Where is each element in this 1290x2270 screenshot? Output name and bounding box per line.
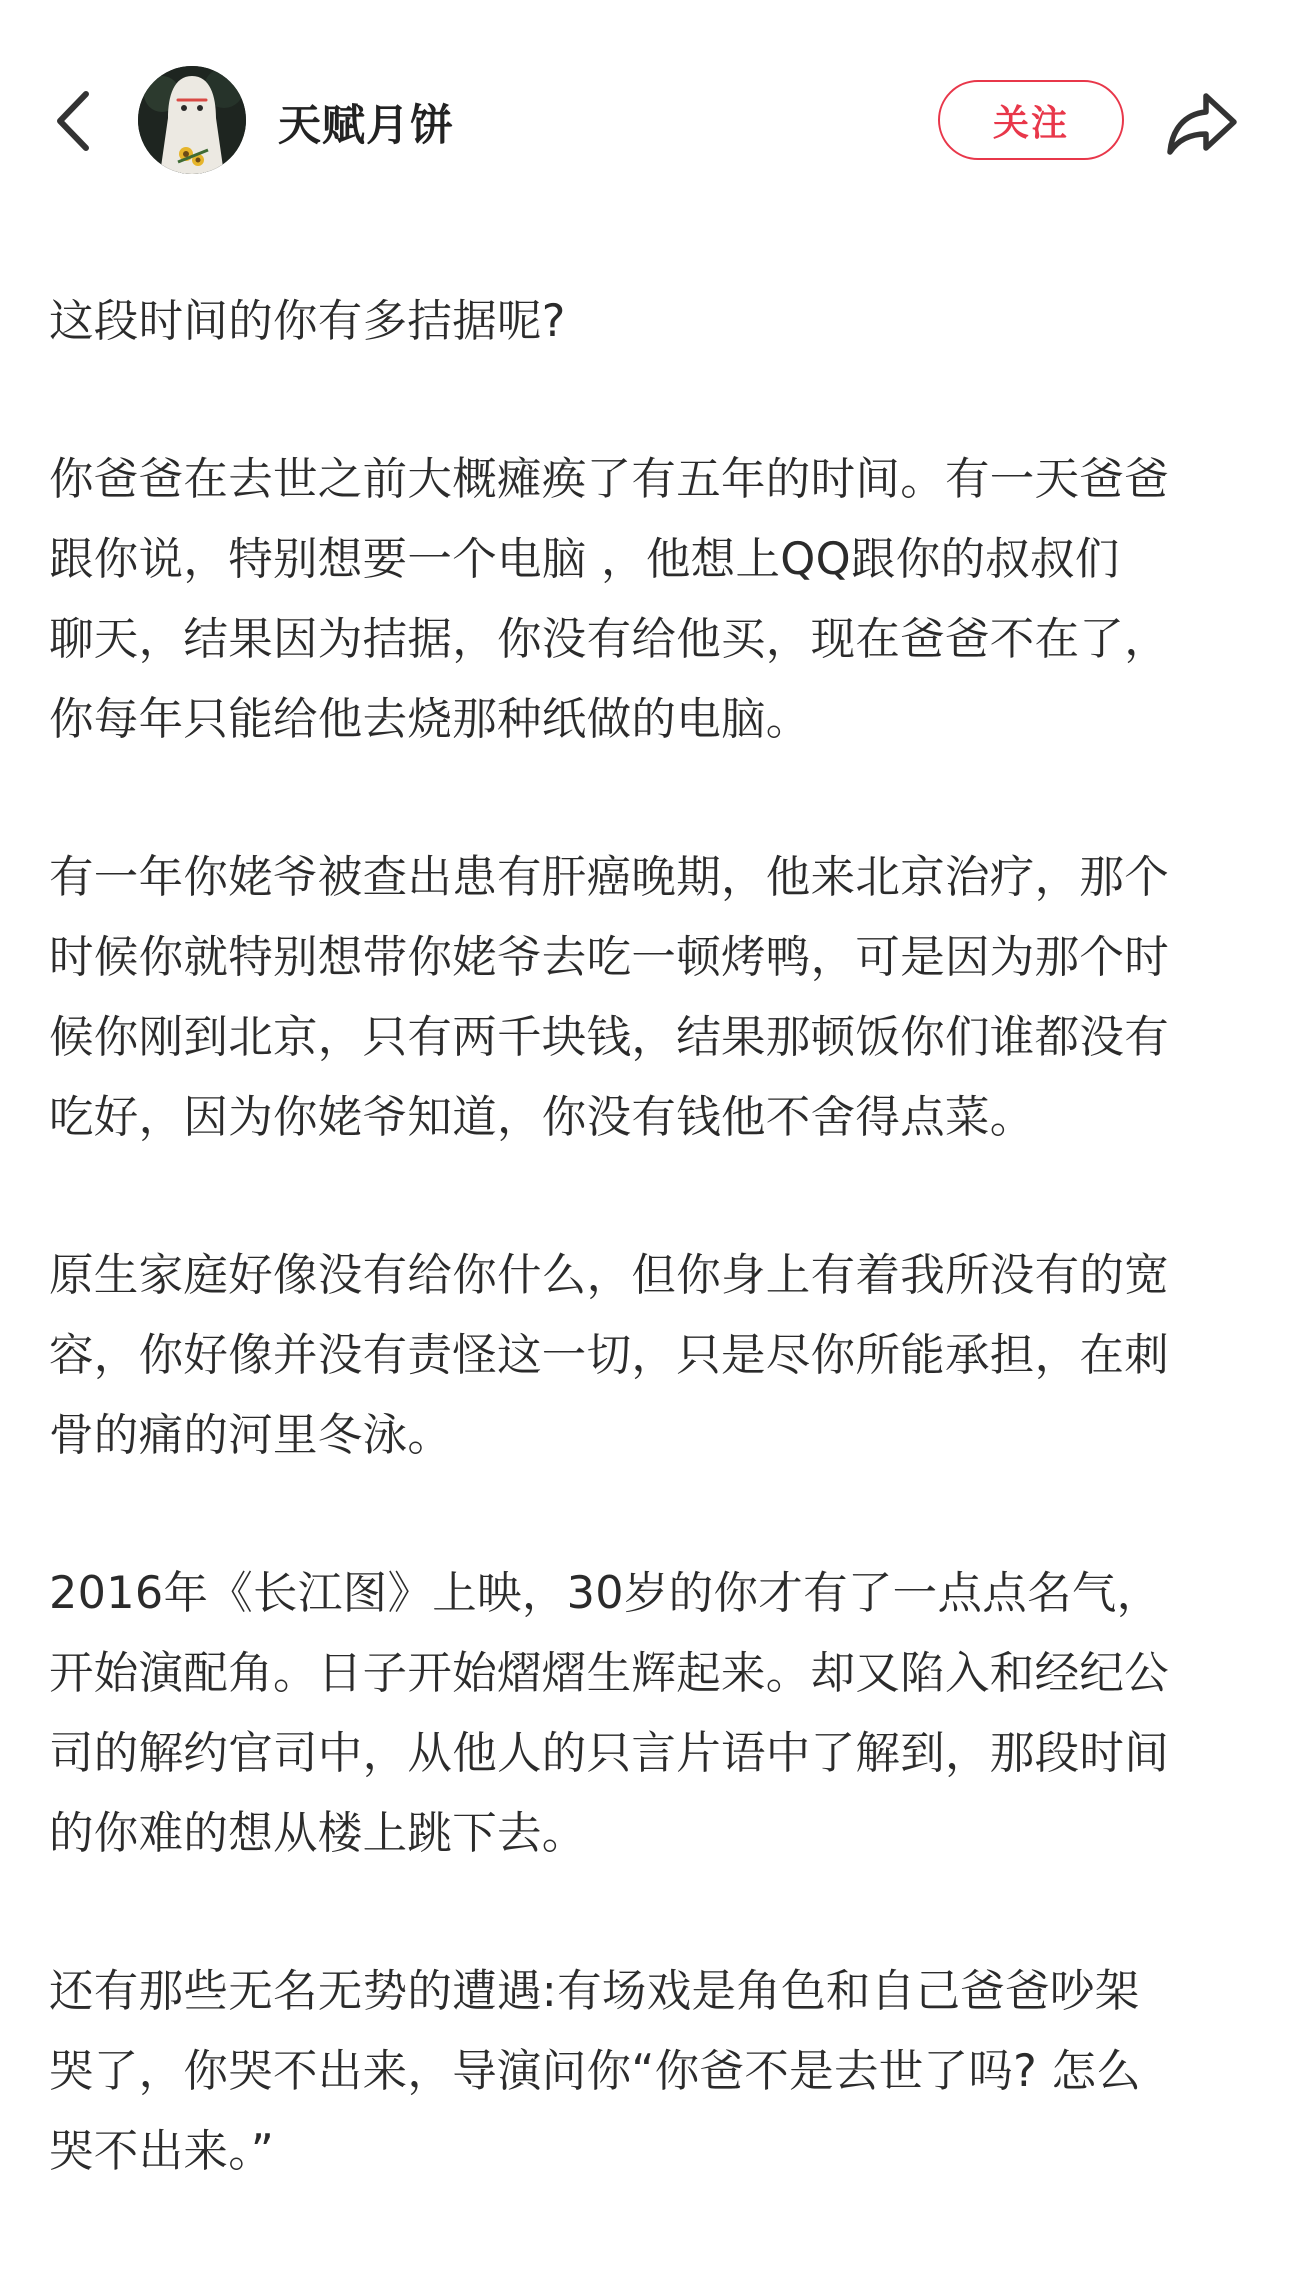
- text-line: 骨的痛的河里冬泳。: [49, 1410, 453, 1461]
- text-line: 时候你就特别想带你姥爷去吃一顿烤鸭，可是因为那个时: [49, 932, 1170, 983]
- text-line: 有一年你姥爷被查出患有肝癌晚期，他来北京治疗，那个: [49, 852, 1170, 903]
- text-line: 哭了，你哭不出来，导演问你“你爸不是去世了吗? 怎么: [49, 2046, 1142, 2097]
- text-line: 聊天，结果因为拮据，你没有给他买，现在爸爸不在了，: [49, 614, 1170, 665]
- text-line: 还有那些无名无势的遭遇:有场戏是角色和自己爸爸吵架: [49, 1966, 1140, 2017]
- follow-button[interactable]: 关注: [938, 80, 1124, 160]
- text-line: 哭不出来。”: [49, 2126, 275, 2177]
- text-line: 开始演配角。日子开始熠熠生辉起来。却又陷入和经纪公: [49, 1648, 1170, 1699]
- text-line: 这段时间的你有多拮据呢?: [49, 296, 566, 347]
- text-line: 你每年只能给他去烧那种纸做的电脑。: [49, 694, 811, 745]
- share-arrow-icon: [1164, 88, 1240, 158]
- avatar-image: [138, 66, 246, 174]
- text-line: 容，你好像并没有责怪这一切，只是尽你所能承担，在刺: [49, 1330, 1170, 1381]
- text-line: 吃好，因为你姥爷知道，你没有钱他不舍得点菜。: [49, 1092, 1035, 1143]
- share-button[interactable]: [1164, 88, 1240, 158]
- paragraph: [49, 1952, 1249, 2192]
- avatar[interactable]: [138, 66, 246, 174]
- text-line: 司的解约官司中，从他人的只言片语中了解到，那段时间: [49, 1728, 1170, 1779]
- back-button[interactable]: [48, 88, 102, 154]
- paragraph: [49, 440, 1249, 760]
- text-line: 候你刚到北京，只有两千块钱，结果那顿饭你们谁都没有: [49, 1012, 1170, 1063]
- text-line: 的你难的想从楼上跳下去。: [49, 1808, 587, 1859]
- text-line: 2016年《长江图》上映，30岁的你才有了一点点名气，: [49, 1568, 1162, 1619]
- post-content: [49, 282, 1249, 2270]
- text-line: 跟你说，特别想要一个电脑 ，他想上QQ跟你的叔叔们: [49, 534, 1120, 585]
- chevron-left-icon: [48, 88, 102, 154]
- paragraph: [49, 838, 1249, 1158]
- paragraph: [49, 282, 1249, 362]
- top-bar: [0, 0, 1290, 240]
- paragraph: [49, 1554, 1249, 1874]
- username[interactable]: 天赋月饼: [278, 101, 454, 151]
- paragraph: [49, 1236, 1249, 1476]
- text-line: 你爸爸在去世之前大概瘫痪了有五年的时间。有一天爸爸: [49, 454, 1170, 505]
- text-line: 原生家庭好像没有给你什么，但你身上有着我所没有的宽: [49, 1250, 1170, 1301]
